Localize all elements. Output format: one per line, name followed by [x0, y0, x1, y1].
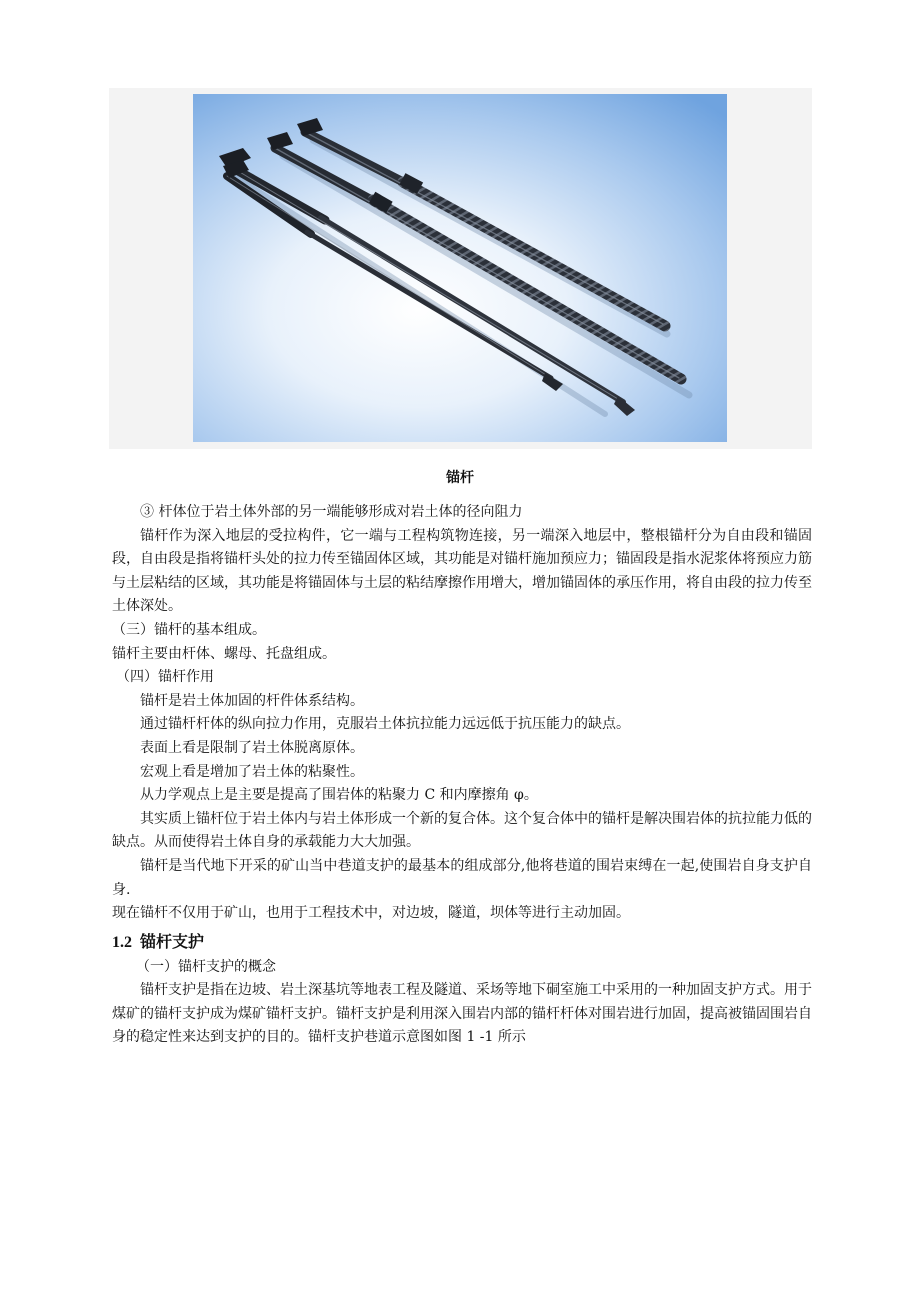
anchor-bolts-photo	[193, 94, 727, 442]
paragraph: 锚杆作为深入地层的受拉构件，它一端与工程构筑物连接，另一端深入地层中，整根锚杆分为自由段和锚固段，自由段是指将锚杆头处的拉力传至锚固体区域，其功能是对锚杆施加预应力；锚固段是指水泥浆体将预应力筋与土层粘结的区域，其功能是将锚固体与土层的粘结摩擦作用增大，增加锚固体的承压作用，将自由段的拉力传至土体深处。	[112, 527, 812, 615]
anchor-bolts-illustration	[193, 94, 727, 442]
paragraph: 锚杆主要由杆体、螺母、托盘组成。	[112, 645, 336, 662]
paragraph: 锚杆是岩土体加固的杆件体系结构。	[140, 692, 364, 709]
paragraph: 锚杆是当代地下开采的矿山当中巷道支护的最基本的组成部分,他将巷道的围岩束缚在一起,使围岩自身支护自身.	[112, 857, 812, 898]
section-title: 锚杆支护	[140, 933, 205, 951]
body-text	[112, 501, 812, 1050]
paragraph: 其实质上锚杆位于岩土体内与岩土体形成一个新的复合体。这个复合体中的锚杆是解决围岩体的抗拉能力低的缺点。从而使得岩土体自身的承载能力大大加强。	[112, 810, 812, 851]
paragraph: 现在锚杆不仅用于矿山，也用于工程技术中，对边坡，隧道，坝体等进行主动加固。	[112, 905, 630, 922]
paragraph: 锚杆支护是指在边坡、岩土深基坑等地表工程及隧道、采场等地下硐室施工中采用的一种加固支护方式。用于煤矿的锚杆支护成为煤矿锚杆支护。锚杆支护是利用深入围岩内部的锚杆杆体对围岩进行加固，提高被锚固围岩自身的稳定性来达到支护的目的。锚杆支护巷道示意图如图 1 -1 所示	[112, 982, 812, 1046]
section-number: 1.2	[112, 933, 132, 951]
paragraph: 通过锚杆杆体的纵向拉力作用，克服岩土体抗拉能力远远低于抗压能力的缺点。	[140, 716, 630, 733]
section-heading	[112, 930, 812, 956]
subheading: （四）锚杆作用	[116, 669, 214, 686]
subheading: （一）锚杆支护的概念	[136, 958, 276, 975]
subheading: （三）锚杆的基本组成。	[112, 621, 266, 638]
paragraph: ③ 杆体位于岩土体外部的另一端能够形成对岩土体的径向阻力	[140, 504, 523, 520]
figure-caption: 锚杆	[446, 470, 474, 486]
figure-frame	[109, 88, 812, 449]
paragraph: 从力学观点上是主要是提高了围岩体的粘聚力 C 和内摩擦角 φ。	[140, 787, 538, 804]
paragraph: 宏观上看是增加了岩土体的粘聚性。	[140, 763, 364, 780]
paragraph: 表面上看是限制了岩土体脱离原体。	[140, 739, 364, 756]
